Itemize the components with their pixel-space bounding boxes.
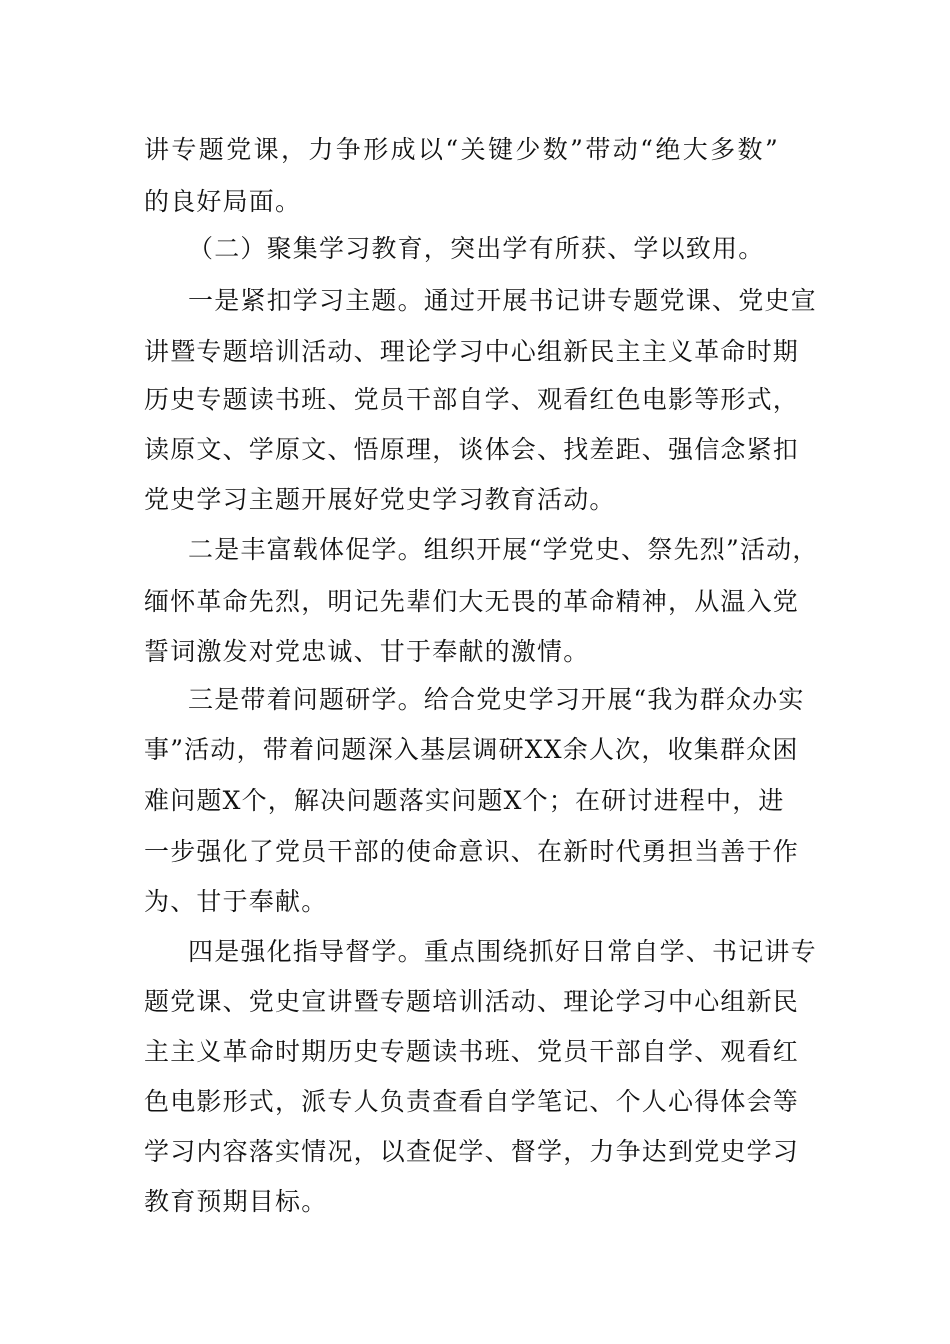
text-line: 党史学习主题开展好党史学习教育活动。 xyxy=(144,485,616,514)
text-line: 为、甘于奉献。 xyxy=(144,887,328,916)
text-line: 三是带着问题研学。给合党史学习开展“我为群众办实 xyxy=(188,685,805,714)
section-heading: （二）聚集学习教育，突出学有所获、学以致用。 xyxy=(188,234,765,263)
text-line: 缅怀革命先烈，明记先辈们大无畏的革命精神，从温入党 xyxy=(144,587,800,616)
text-line: 读原文、学原文、悟原理，谈体会、找差距、强信念紧扣 xyxy=(144,435,800,464)
text-line: 四是强化指导督学。重点围绕抓好日常自学、书记讲专 xyxy=(188,937,817,966)
text-line: 二是丰富载体促学。组织开展“学党史、祭先烈”活动， xyxy=(188,535,819,564)
text-line: 的良好局面。 xyxy=(144,187,302,216)
text-line: 学习内容落实情况，以查促学、督学，力争达到党史学习 xyxy=(144,1137,800,1166)
text-line: 誓词激发对党忠诚、甘于奉献的激情。 xyxy=(144,637,590,666)
text-line: 色电影形式，派专人负责查看自学笔记、个人心得体会等 xyxy=(144,1087,800,1116)
text-line: 讲专题党课，力争形成以“关键少数”带动“绝大多数” xyxy=(144,135,781,164)
text-line: 难问题X个，解决问题落实问题X个；在研讨进程中，进 xyxy=(144,786,785,815)
text-line: 历史专题读书班、党员干部自学、观看红色电影等形式， xyxy=(144,385,800,414)
text-line: 主主义革命时期历史专题读书班、党员干部自学、观看红 xyxy=(144,1037,800,1066)
text-line: 一是紧扣学习主题。通过开展书记讲专题党课、党史宣 xyxy=(188,286,817,315)
text-line: 题党课、党史宣讲暨专题培训活动、理论学习中心组新民 xyxy=(144,987,800,1016)
text-line: 一步强化了党员干部的使命意识、在新时代勇担当善于作 xyxy=(144,837,800,866)
text-line: 教育预期目标。 xyxy=(144,1187,328,1216)
text-line: 讲暨专题培训活动、理论学习中心组新民主主义革命时期 xyxy=(144,337,800,366)
text-line: 事”活动，带着问题深入基层调研XX余人次，收集群众困 xyxy=(144,735,799,764)
